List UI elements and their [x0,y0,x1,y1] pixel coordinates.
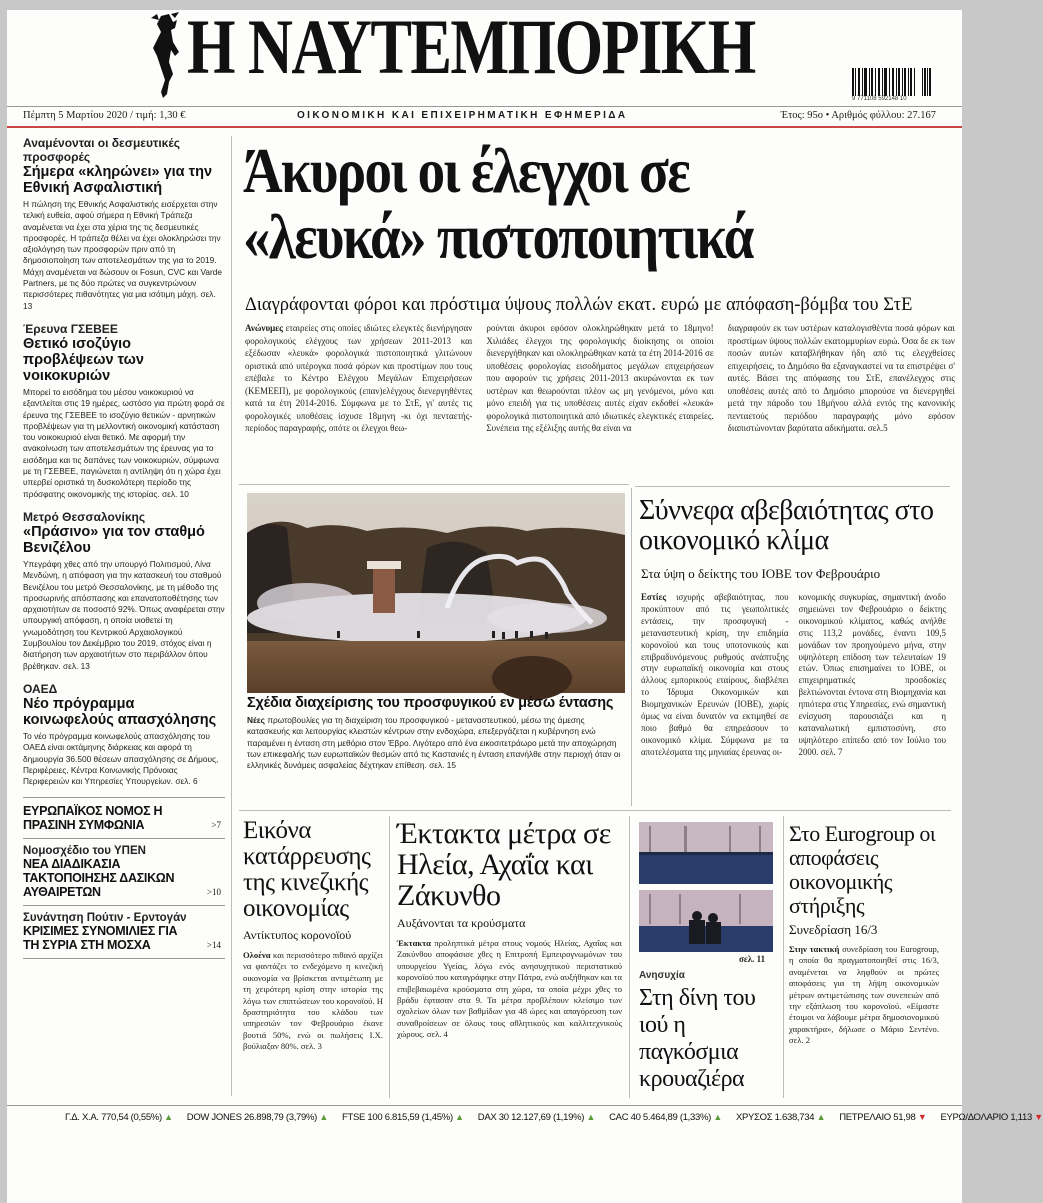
lead-word: Έκτακτα [397,938,431,948]
cruise-kicker: Ανησυχία [639,970,685,981]
story-body: Το νέο πρόγραμμα κοινωφελούς απασχόλησης του ΟΑΕΔ είναι οκτάμηνης διάρκειας και αφορά τη δημιουργία 36.500 θέσεων απασχόλησης σε Δήμους, Περιφέρειες, Κέντρα Κοινωνικής Πρόνοιας Περιφερειών και Υπηρεσίες Υπουργείων. σελ. 6 [23,730,219,787]
border-photo [247,493,625,693]
photo-story-text: πρωτοβουλίες για τη διαχείριση του προσφυγικού - μεταναστευτικού, μέσω της άμεσης κατασκευής και λειτουργίας κλειστών κέντρων στην ενδοχώρα, επεξεργάζεται η κυβέρνηση ενώ παραμένει η ένταση στη μεθόριο στον Έβρο. Λιγότερο από ένα εικοσιτετράωρο μετά την αποχώρηση των επικεφαλής των ευρωπαϊκών θεσμών από τις Καστανιές η ένταση επανήλθε στην περιοχή όταν οι ελληνικές δυνάμεις ασφαλείας δέχτηκαν επίθεση. σελ. 15 [247,715,621,771]
cruise-story-headline[interactable]: Στη δίνη του ιού η παγκόσμια κρουαζιέρα [639,985,756,1092]
ticker-item [940,1112,1042,1123]
side-story-subheadline: Στα ύψη ο δείκτης του ΙΟΒΕ τον Φεβρουάριο [641,566,881,581]
ticker-item [342,1112,464,1123]
story-kicker: Έρευνα ΓΣΕΒΕΕ [23,321,118,336]
lead-text: εταιρείες στις οποίες ιδιώτες ελεγκτές διενήργησαν φορολογικούς ελέγχους των χρήσεων 2011-2013 και εξέδωσαν «λευκά» φορολογικά πιστοποιητικά γλιτώνουν οριστικά από υπέρογκα ποσά φόρων και προστίμων που τους επέβαλε το Κέντρο Ελέγχου Μεγάλων Επιχειρήσεων (ΚΕΜΕΕΠ), με φορολογικούς (επαν)ελέγχους διενεργηθέντες κατά τα έτη 2014-2016. Σύμφωνα με το ΣτΕ, γι' αυτές τις φορολογικές υποθέσεις ίσχυσε 18μηνη -κι όχι πενταετής- περίοδος παραγραφής, οπότε οι έλεγχοι θεω- [245,323,473,433]
china-story-subheadline: Αντίκτυπος κορονοϊού [243,928,352,942]
ticker-item [609,1112,722,1123]
left-story[interactable] [23,136,225,312]
side-story-headline[interactable]: Σύννεφα αβεβαιότητας στο οικονομικό κλίμα [639,495,934,556]
eurogroup-story-headline[interactable]: Στο Eurogroup οι αποφάσεις οικονομικής στήριξης [789,821,936,918]
story-kicker: Μετρό Θεσσαλονίκης [23,509,146,524]
ticker-name: DOW JONES [186,1112,242,1123]
arrow-up-icon: ▲ [713,1112,722,1122]
newspaper-front-page [7,3,1043,1203]
story-kicker: Αναμένονται οι δεσμευτικές προσφορές [23,136,181,164]
column-divider [389,816,390,1098]
lead-body-col1 [245,322,472,435]
left-story[interactable] [23,322,225,500]
photo-story-headline[interactable]: Σχέδια διαχείρισης του προσφυγικού εν μέσω έντασης [247,695,614,711]
arrow-up-icon: ▲ [319,1112,328,1122]
barcode-number: 9 771108 592148 10 [852,96,907,102]
ticker-name: DAX 30 [477,1112,509,1123]
ticker-item [187,1112,328,1123]
arrow-down-icon: ▼ [1034,1112,1043,1122]
lead-headline-line2: «λευκά» πιστοποιητικά [243,201,753,272]
measures-story-subheadline: Αυξάνονται τα κρούσματα [397,916,526,930]
lead-word: Νέες [247,715,265,725]
photo-story-body [247,715,622,771]
teaser-item[interactable] [23,838,225,905]
issue-info: Έτος: 95ο • Αριθμός φύλλου: 27.167 [780,110,936,121]
ticker-value: 5.464,89 (1,33%) [642,1112,711,1123]
ticker-value: 26.898,79 (3,79%) [243,1112,318,1123]
lead-word: Ανώνυμες [245,323,283,333]
story-headline[interactable]: Θετικό ισοζύγιο προβλέψεων των νοικοκυριών [23,335,144,384]
teaser-title[interactable]: ΚΡΙΣΙΜΕΣ ΣΥΝΟΜΙΛΙΕΣ ΓΙΑ ΤΗ ΣΥΡΙΑ ΣΤΗ ΜΟΣΧΑ [23,924,178,953]
masthead-info-bar [7,106,962,128]
ticker-name: ΧΡΥΣΟΣ [735,1112,773,1123]
column-divider [783,816,784,1098]
left-story[interactable] [23,682,225,787]
divider [635,486,950,487]
ticker-name: FTSE 100 [342,1112,383,1123]
story-kicker: ΟΑΕΔ [23,681,58,696]
arrow-up-icon: ▲ [455,1112,464,1122]
ticker-item [839,1112,926,1123]
ticker-name: ΕΥΡΩ/ΔΟΛΑΡΙΟ [940,1112,1009,1123]
arrow-up-icon: ▲ [816,1112,826,1122]
lead-headline[interactable] [243,135,862,272]
ticker-value: 1.638,734 [774,1112,815,1123]
hermes-logo-icon [147,12,189,100]
ticker-item [736,1112,825,1123]
column-divider [231,136,232,1096]
arrow-up-icon: ▲ [164,1112,173,1122]
story-headline[interactable]: Σήμερα «κληρώνει» για την Εθνική Ασφαλιστική [23,164,213,196]
tagline: ΟΙΚΟΝΟΜΙΚΗ ΚΑΙ ΕΠΙΧΕΙΡΗΜΑΤΙΚΗ ΕΦΗΜΕΡΙΔΑ [297,110,628,121]
china-story-text: και περισσότερο πιθανό αρχίζει να φαντάζει το ενδεχόμενο η κινεζική οικονομία να βρίσκεται αντιμέτωπη με τη χειρότερη κρίση στην ιστορία της λόγω των επιπτώσεων του κορονοϊού. Η δραστηριότητα του κλάδου των υπηρεσιών τον Φεβρουάριο έκανε βουτιά 50%, ενώ οι πωλήσεις Ι.Χ. βούλιαξαν 80%. σελ. 3 [243,950,383,1052]
lead-word: Εστίες [641,592,667,602]
lead-body [245,322,955,435]
ticker-item [65,1112,173,1123]
ticker-name: Γ.Δ. Χ.Α. [65,1112,99,1123]
story-body: Μπορεί το εισόδημα του μέσου νοικοκυριού να εξαντλείται στις 19 ημέρες, ωστόσο για πρώτη φορά σε έρευνα της ΓΣΕΒΕΕ το ισοζύγιο θετικών - αρνητικών προβλέψεων για τη μελλοντική οικονομική κατάσταση του νοικοκυριού είναι θετικό. Με αφορμή την ανακοίνωση των αποτελεσμάτων της έρευνας για το εισόδημα και τις δαπάνες των νοικοκυριών, σύμφωνα με τη ΓΣΕΒΕΕ, παγιώνεται η αντίληψη ότι η χώρα έχει υπερβεί οριστικά τη δυσκολότερη περίοδο της πρόσφατης οικονομικής της ιστορίας. σελ. 10 [23,386,225,499]
newspaper-logo: Η ΝΑΥΤΕΜΠΟΡΙΚΗ [187,3,755,90]
divider [239,484,629,485]
side-body-col2: κονομικής συγκυρίας, σημαντική άνοδο σημειώνει τον Φεβρουάριο ο δείκτης οικονομικού κλίματος, καθώς ανήλθε στις 113,2 μονάδες, έναντι 109,5 μονάδων τον προηγούμενο μήνα, στην υψηλότερη επίδοση των τελευταίων 19 ετών. Όπως επισημαίνει το ΙΟΒΕ, οι επιχειρηματικές προσδοκίες βελτιώνονται έντονα στη Βιομηχανία και ηπιότερα στις Υπηρεσίες, ενώ σημαντική ενίσχυση παρουσιάζει και η καταναλωτική εμπιστοσύνη, στο υψηλότερο επίπεδο από τον Ιούλιο του 2000. σελ. 7 [798,592,946,757]
story-body: Η πώληση της Εθνικής Ασφαλιστικής εισέρχεται στην τελική ευθεία, αφού σήμερα η Εθνική Τράπεζα αναμένεται να έχει στα χέρια της τις δεσμευτικές προσφορές. Η τράπεζα θέλει να έχει ολοκληρώσει την αξιολόγηση των προσφορών πριν από τη δημοσιοποίηση των αποτελεσμάτων της για το 2019. Μάχη αναμένεται να δώσουν οι Fosun, CVC και Varde Partners, με τις δύο πρώτες να συγκεντρώνουν περισσότερες πιθανότητες για μια ισότιμη μάχη. σελ. 13 [23,199,222,311]
cruise-page-ref: σελ. 11 [739,954,766,964]
ticker-value: 12.127,69 (1,19%) [511,1112,585,1123]
left-story[interactable] [23,510,225,672]
side-story-body [641,592,946,759]
barcode-icon [852,68,932,96]
column-divider [629,816,630,1098]
ticker-value: 770,54 (0,55%) [101,1112,162,1123]
ticker-value: 1,113 [1010,1112,1032,1123]
cruise-photo-bottom [639,890,773,952]
eurogroup-story-subheadline: Συνεδρίαση 16/3 [789,922,878,937]
ticker-value: 6.815,59 (1,45%) [384,1112,453,1123]
teaser-page: >14 [206,940,221,951]
teaser-kicker: Συνάντηση Πούτιν - Ερντογάν [23,912,187,925]
teaser-page: >10 [206,887,221,898]
teaser-title[interactable]: ΝΕΑ ΔΙΑΔΙΚΑΣΙΑ ΤΑΚΤΟΠΟΙΗΣΗΣ ΔΑΣΙΚΩΝ ΑΥΘΑΙΡΕΤΩΝ [23,857,175,900]
story-body: Υπεγράφη χθες από την υπουργό Πολιτισμού, Λίνα Μενδώνη, η απόφαση για την κατασκευή του σταθμού Βενιζέλου του μετρό Θεσσαλονίκης, με τη μέθοδο της προσωρινής απόσπασης και επανατοποθέτησης των αρχαιοτήτων σε ποσοστό 92%. Όπως αναφέρεται στην υπουργική απόφαση, η οποία υιοθετεί τη γνωμοδότηση του Κεντρικού Αρχαιολογικού Συμβουλίου τον Δεκέμβριο του 2019, στόχος είναι η διατήρηση των αρχαιοτήτων στο περιβάλλον όπου βρέθηκαν. σελ. 13 [23,558,225,671]
lead-word: Ολοένα [243,950,271,960]
story-headline[interactable]: Νέο πρόγραμμα κοινωφελούς απασχόλησης [23,695,217,728]
teaser-page: >7 [211,820,221,831]
divider [239,810,951,811]
ticker-value: 51,98 [893,1112,916,1123]
lead-word: Στην τακτική [789,944,840,954]
china-story-body [243,950,383,1053]
lead-body-col3: διαγραφούν εκ των υστέρων καταλογισθέντα ποσά φόρων και προστίμων ύψους πολλών εκατομμυρίων ευρώ. Όσα δε εκ των ποσών αυτών καταβλήθηκαν ήδη από τις ελεγχθείσες επιχειρήσεις, το Δημόσιο θα εξαναγκαστεί να τα επιστρέψει σ' αυτές. Βάσει της απόφασης του ΣτΕ, επανέλεγχος στις υποθέσεις αυτές από το Δημόσιο μπορούσε να διενεργηθεί μετά την πάροδο του 18μήνου αλλά εντός της κανονικής πενταετούς περιόδου παραγραφής μόνο εφόσον διαπιστώνονταν βαρύτατα αδικήματα. σελ.5 [727,323,955,433]
measures-story-headline[interactable]: Έκτακτα μέτρα σε Ηλεία, Αχαΐα και Ζάκυνθο [397,817,611,912]
date-price: Πέμπτη 5 Μαρτίου 2020 / τιμή: 1,30 € [23,110,186,121]
left-column [23,136,225,959]
china-story-headline[interactable]: Εικόνα κατάρρευσης της κινεζικής οικονομίας [243,817,371,922]
market-ticker [7,1105,1043,1129]
story-headline[interactable]: «Πράσινο» για τον σταθμό Βενιζέλου [23,523,205,556]
ticker-item [478,1112,595,1123]
masthead [7,3,962,110]
arrow-up-icon: ▲ [586,1112,596,1122]
lead-body-col2: ρούνται άκυροι εφόσον ολοκληρώθηκαν μετά το 18μηνο! Χιλιάδες έλεγχοι της φορολογικής διοίκησης οι οποίοι διενεργήθηκαν και ολοκληρώθηκαν κατά τα έτη 2014-2016 σε υποθέσεις φορολογίας εισοδήματος μεγάλων επιχειρήσεων που αφορούν τις χρήσεις 2011-2013 ακυρώνονται εκ των υστέρων και θεωρούνται πλέον ως μη γενόμενοι, μόνο και μόνο επειδή για τις υποθέσεις αυτές είχαν εκδοθεί «λευκά» φορολογικά πιστοποιητικά από ιδιωτικές ελεγκτικές εταιρείες. Συνέπεια της εξέλιξης αυτής θα είναι να [486,323,714,433]
column-divider [631,488,632,806]
side-body-col1 [641,592,789,759]
lead-subheadline: Διαγράφονται φόροι και πρόστιμα ύψους πολλών εκατ. ευρώ με απόφαση-βόμβα του ΣτΕ [245,295,913,315]
side-text: ισχυρής αβεβαιότητας, που προκύπτουν από τις γεωπολιτικές εντάσεις, την προσφυγική - μεταναστευτική κρίση, την επιδημία κορονοϊού και τους υποτονικούς και επιβραδυνόμενους ρυθμούς ανάπτυξης στην ευρωπαϊκή οικονομία και στους άλλους εμπορικούς εταίρους, διαβλέπει το Ίδρυμα Οικονομικών και Βιομηχανικών Ερευνών (ΙΟΒΕ), χωρίς όμως να είναι δυνατόν να εκτιμηθεί σε ποιο βαθμό θα επηρεάσουν το οικονομικό κλίμα. Σύμφωνα με τα αποτελέσματα της μηνιαίας έρευνας οι- [641,592,789,757]
eurogroup-story-text: συνεδρίαση του Eurogroup, η οποία θα πραγματοποιηθεί στις 16/3, αναμένεται να ληφθούν οι πρώτες αποφάσεις για τη λήψη οικονομικών μέτρων αντιμετώπισης των συνεπειών από την εξάπλωση του κορονοϊού. «Είμαστε έτοιμοι να λάβουμε μέτρα δημοσιονομικού χαρακτήρα», δήλωσε ο Μάριο Σεντένο. σελ. 2 [789,944,939,1046]
arrow-down-icon: ▼ [917,1112,927,1122]
measures-story-text: προληπτικά μέτρα στους νομούς Ηλείας, Αχαΐας και Ζακύνθου αποφάσισε χθες η Επιτροπή Εμπειρογνωμόνων του υπουργείου Υγείας, λόγω ενός ανησυχητικού περιστατικού κορονοϊού που καταγράφηκε στην Πάτρα, ενώ αυξήθηκαν και τα επιβεβαιωμένα κρούσματα στη χώρα, τα οποία μέχρι χθες το βράδυ έφτασαν στα 9. Τα μέτρα προβλέπουν κλείσιμο των σχολείων όλων των βαθμίδων για 48 ώρες και απαγόρευση των συναθροίσεων σε όλους τους αθλητικούς και καλλιτεχνικούς χώρους. σελ. 4 [397,938,622,1040]
measures-story-body [397,938,622,1041]
lead-headline-line1: Άκυροι οι έλεγχοι σε [243,135,690,206]
teaser-item[interactable] [23,905,225,959]
teaser-item[interactable] [23,797,225,838]
eurogroup-story-body [789,944,939,1047]
ticker-name: ΠΕΤΡΕΛΑΙΟ [839,1112,891,1123]
cruise-photo-top [639,822,773,884]
ticker-name: CAC 40 [609,1112,641,1123]
teaser-kicker: Νομοσχέδιο του ΥΠΕΝ [23,845,146,858]
teaser-title[interactable]: ΕΥΡΩΠΑΪΚΟΣ ΝΟΜΟΣ Η ΠΡΑΣΙΝΗ ΣΥΜΦΩΝΙΑ [23,804,163,833]
